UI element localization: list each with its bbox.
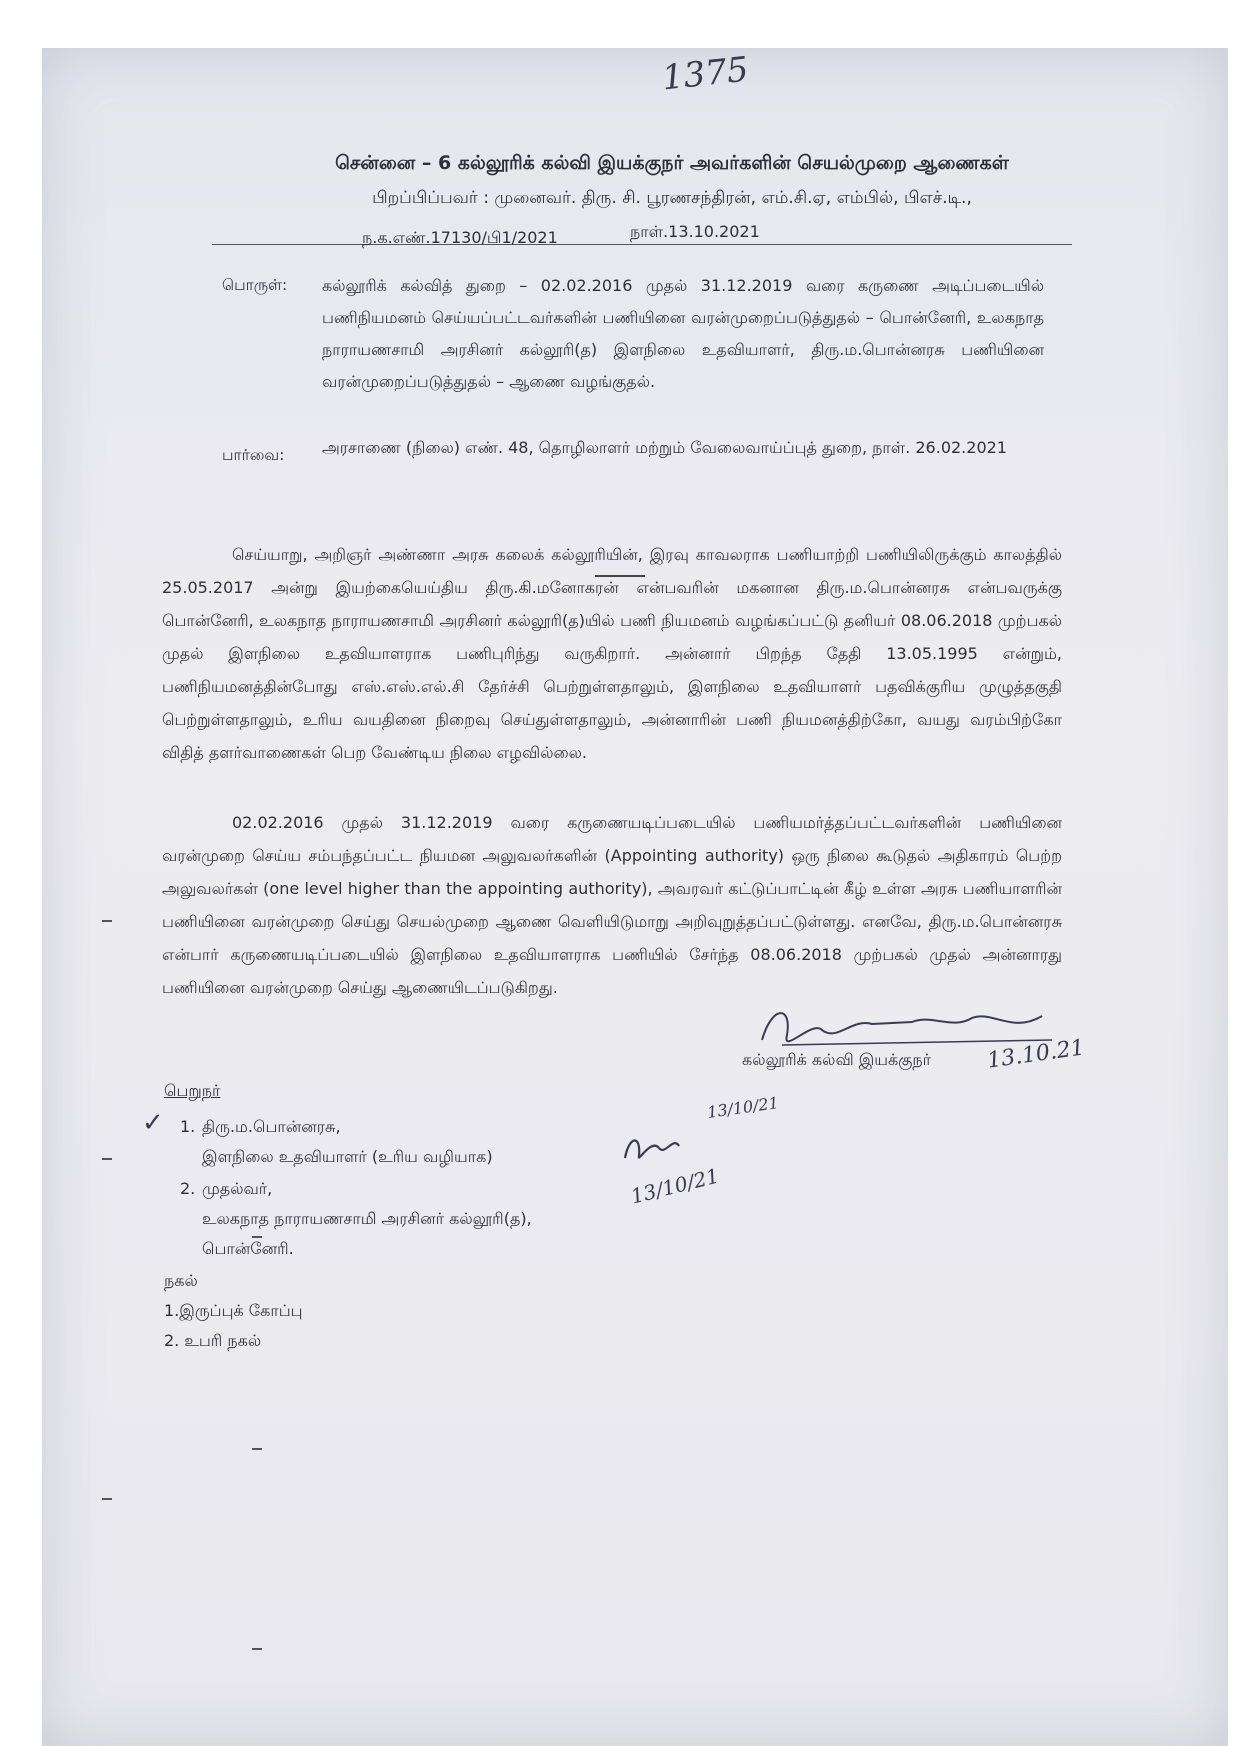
- scan-mark: [252, 1648, 262, 1650]
- recipient-1-name: திரு.ம.பொன்னரசு,: [202, 1117, 341, 1136]
- body-paragraph-2: 02.02.2016 முதல் 31.12.2019 வரை கருணையடிப்படையில் பணியமர்த்தப்பட்டவர்களின் பணியினை வரன்முறை செய்ய சம்பந்தப்பட்ட நியமன அலுவலர்களின் (Appointing authority) ஒரு நிலை கூடுதல் அதிகாரம் பெற்ற அலுவலர்கள் (one level higher than the appointing authority), அவரவர் கட்டுப்பாட்டின் கீழ் உள்ள அரசு பணியாளரின் பணியினை வரன்முறை செய்து செயல்முறை ஆணை வெளியிடுமாறு அறிவுறுத்தப்பட்டுள்ளது. எனவே, திரு.ம.பொன்னரசு என்பார் கருணையடிப்படையில் இளநிலை உதவியாளராக பணியில் சேர்ந்த 08.06.2018 முற்பகல் முதல் அன்னாரது பணியினை வரன்முறை செய்து ஆணையிடப்படுகிறது.: [162, 813, 1062, 997]
- document-page: [42, 48, 1228, 1746]
- handwritten-note-1: 13/10/21: [706, 1093, 780, 1122]
- signature-title: கல்லூரிக் கல்வி இயக்குநர்: [742, 1050, 931, 1069]
- recipient-1-number: 1.: [180, 1117, 196, 1136]
- handwritten-note-2: 13/10/21: [628, 1163, 722, 1209]
- recipient-2-place: பொன்னேரி.: [202, 1239, 294, 1258]
- file-number: ந.க.எண்.17130/பி1/2021: [362, 228, 558, 247]
- header-line-1: சென்னை – 6 கல்லூரிக் கல்வி இயக்குநர் அவர்களின் செயல்முறை ஆணைகள்: [335, 152, 1009, 174]
- stamp-number: 1375: [660, 49, 751, 99]
- subject-label: பொருள்:: [222, 276, 288, 294]
- scan-mark: [252, 1448, 262, 1450]
- scan-mark: [102, 1498, 112, 1500]
- order-date: நாள்.13.10.2021: [630, 222, 760, 241]
- copy-item-1: 1.இருப்புக் கோப்பு: [164, 1301, 303, 1320]
- body-paragraph-1: செய்யாறு, அறிஞர் அண்ணா அரசு கலைக் கல்லூரியின், இரவு காவலராக பணியாற்றி பணியிலிருக்கும் காலத்தில் 25.05.2017 அன்று இயற்கையெய்திய திரு.கி.மனோகரன் என்பவரின் மகனான திரு.ம.பொன்னரசு என்பவருக்கு பொன்னேரி, உலகநாத நாராயணசாமி அரசினர் கல்லூரி(த)யில் பணி நியமனம் வழங்கப்பட்டு தனியர் 08.06.2018 முற்பகல் முதல் இளநிலை உதவியாளராக பணிபுரிந்து வருகிறார். அன்னார் பிறந்த தேதி 13.05.1995 என்றும், பணிநியமனத்தின்போது எஸ்.எஸ்.எல்.சி தேர்ச்சி பெற்றுள்ளதாலும், இளநிலை உதவியாளர் பதவிக்குரிய முழுத்தகுதி பெற்றுள்ளதாலும், உரிய வயதினை நிறைவு செய்துள்ளதாலும், அன்னாரின் பணி நியமனத்திற்கோ, வயது வரம்பிற்கோ விதித் தளர்வாணைகள் பெற வேண்டிய நிலை எழவில்லை.: [162, 545, 1063, 762]
- subject-text: கல்லூரிக் கல்வித் துறை – 02.02.2016 முதல் 31.12.2019 வரை கருணை அடிப்படையில் பணிநியமனம் செய்யப்பட்டவர்களின் பணியினை வரன்முறைப்படுத்துதல் – பொன்னேரி, உலகநாத நாராயணசாமி அரசினர் கல்லூரி(த) இளநிலை உதவியாளர், திரு.ம.பொன்னரசு பணியினை வரன்முறைப்படுத்துதல் – ஆணை வழங்குதல்.: [322, 276, 1044, 391]
- copy-item-2: 2. உபரி நகல்: [164, 1331, 262, 1350]
- recipient-1-designation: இளநிலை உதவியாளர் (உரிய வழியாக): [202, 1147, 493, 1166]
- scan-mark: [252, 1236, 262, 1238]
- header-line-2: பிறப்பிப்பவர் : முனைவர். திரு. சி. பூரணசந்திரன், எம்.சி.ஏ, எம்பில், பிஎச்.டி.,: [372, 188, 972, 208]
- recipient-2-number: 2.: [180, 1179, 196, 1198]
- recipients-heading: பெறுநர்: [164, 1081, 221, 1100]
- recipient-2-college: உலகநாத நாராயணசாமி அரசினர் கல்லூரி(த),: [202, 1209, 532, 1228]
- header-rule: [212, 244, 1072, 245]
- reference-text: அரசாணை (நிலை) எண். 48, தொழிலாளர் மற்றும் வேலைவாய்ப்புத் துறை, நாள். 26.02.2021: [322, 438, 1007, 457]
- copies-heading: நகல்: [164, 1271, 198, 1290]
- scan-mark: [102, 920, 112, 922]
- signature-date: 13.10.21: [985, 1035, 1087, 1074]
- scan-mark: [102, 1158, 112, 1160]
- reference-label: பார்வை:: [222, 446, 285, 464]
- recipient-2-title: முதல்வர்,: [202, 1179, 273, 1198]
- check-mark: ✓: [142, 1108, 164, 1138]
- initials-scribble: [617, 1128, 687, 1168]
